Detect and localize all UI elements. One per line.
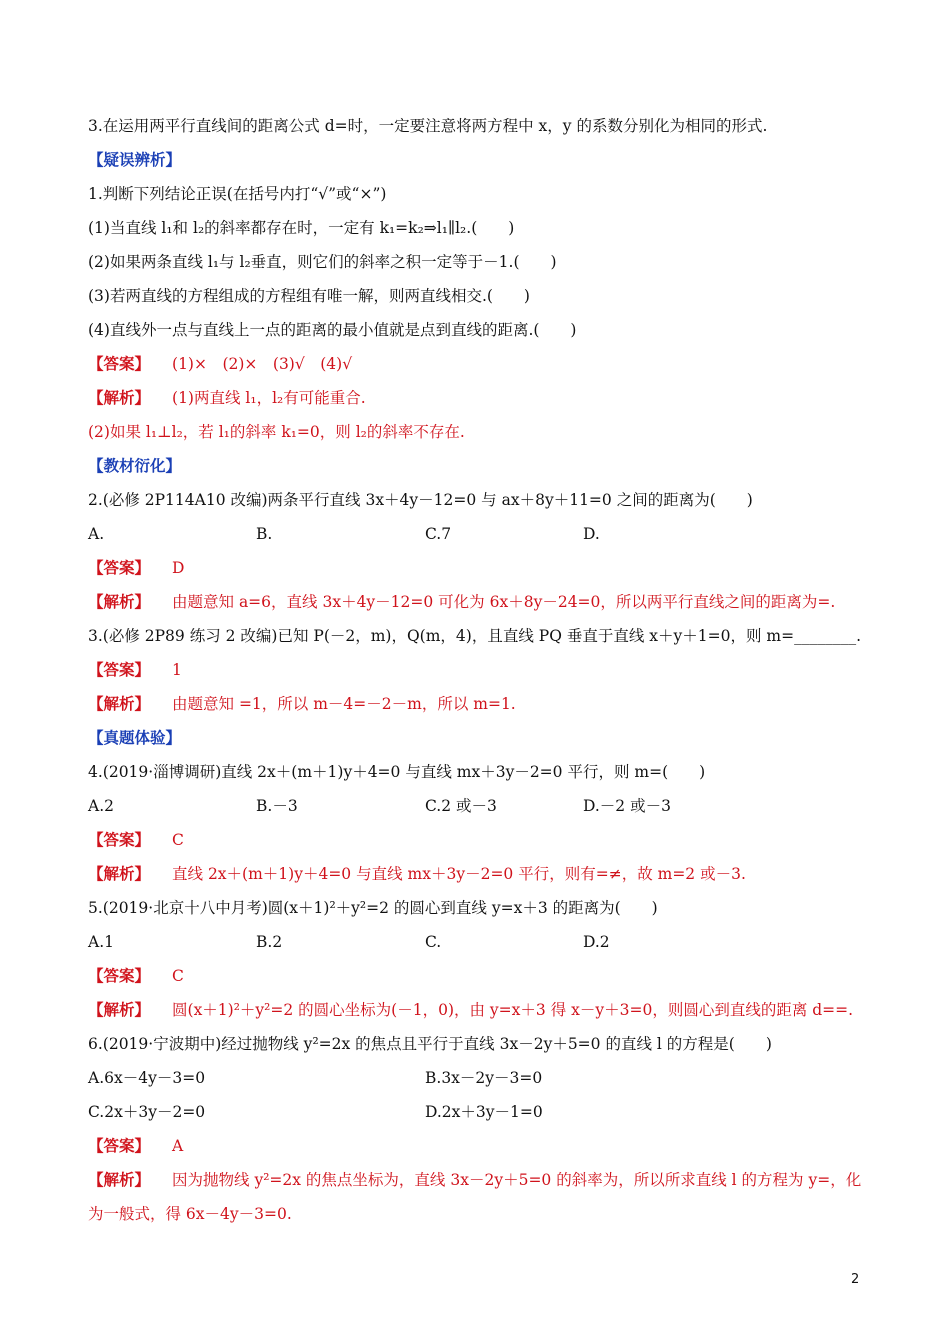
answer-label: 【答案】	[88, 966, 151, 985]
q6-exp-text-2: 为一般式，得 6x－4y－3=0.	[88, 1205, 292, 1223]
q3-exp-text: 由题意知 =1，所以 m－4=－2－m，所以 m=1.	[172, 695, 516, 713]
q1-exp-text-1: (1)两直线 l₁，l₂有可能重合.	[172, 389, 366, 407]
q2-option-a: A.	[88, 525, 105, 543]
q3-stem: 3.(必修 2P89 练习 2 改编)已知 P(－2，m)，Q(m，4)，且直线 PQ 垂直于直线 x＋y＋1=0，则 m=________.	[88, 627, 862, 645]
q1-answer-text: (1)× (2)× (3)√ (4)√	[172, 355, 353, 373]
explanation-label: 【解析】	[88, 1170, 151, 1189]
q2-exp-text: 由题意知 a=6，直线 3x＋4y－12=0 可化为 6x＋8y－24=0，所以两平行直线之间的距离为=.	[172, 593, 836, 611]
q4-explanation	[88, 863, 746, 885]
q4-option-b: B.－3	[256, 797, 298, 815]
q2-option-b: B.	[256, 525, 273, 543]
q5-explanation	[88, 999, 853, 1021]
q2-explanation	[88, 591, 835, 613]
q3-answer	[88, 659, 182, 681]
q5-option-a: A.1	[88, 933, 114, 951]
q4-option-d: D.－2 或－3	[583, 797, 671, 815]
q5-answer	[88, 965, 184, 987]
q5-option-b: B.2	[256, 933, 283, 951]
q4-answer-text: C	[172, 831, 184, 849]
q5-exp-text: 圆(x＋1)²＋y²=2 的圆心坐标为(－1，0)，由 y=x＋3 得 x－y＋3=0，则圆心到直线的距离 d==.	[172, 1001, 854, 1019]
q4-answer	[88, 829, 184, 851]
q5-answer-text: C	[172, 967, 184, 985]
q6-answer	[88, 1135, 183, 1157]
q2-stem: 2.(必修 2P114A10 改编)两条平行直线 3x＋4y－12=0 与 ax＋8y＋11=0 之间的距离为( )	[88, 491, 753, 509]
q4-option-a: A.2	[88, 797, 114, 815]
q1-explanation	[88, 387, 366, 409]
q5-option-d: D.2	[583, 933, 610, 951]
q3-explanation	[88, 693, 516, 715]
answer-label: 【答案】	[88, 354, 151, 373]
q6-stem: 6.(2019·宁波期中)经过抛物线 y²=2x 的焦点且平行于直线 3x－2y＋5=0 的直线 l 的方程是( )	[88, 1035, 772, 1053]
page-number: 2	[851, 1272, 860, 1287]
explanation-label: 【解析】	[88, 864, 151, 883]
q6-option-a: A.6x－4y－3=0	[88, 1069, 206, 1087]
q2-answer	[88, 557, 184, 579]
q5-option-c: C.	[425, 933, 442, 951]
q4-option-c: C.2 或－3	[425, 797, 497, 815]
q1-item-2: (2)如果两条直线 l₁与 l₂垂直，则它们的斜率之积一定等于－1.( )	[88, 253, 557, 271]
q4-stem: 4.(2019·淄博调研)直线 2x＋(m＋1)y＋4=0 与直线 mx＋3y－2=0 平行，则 m=( )	[88, 763, 706, 781]
q3-note: 3.在运用两平行直线间的距离公式 d=时，一定要注意将两方程中 x，y 的系数分别化为相同的形式.	[88, 117, 768, 135]
q6-explanation	[88, 1169, 861, 1191]
q1-item-1: (1)当直线 l₁和 l₂的斜率都存在时，一定有 k₁=k₂⇒l₁∥l₂.( )	[88, 219, 515, 237]
answer-label: 【答案】	[88, 1136, 151, 1155]
q6-option-c: C.2x＋3y－2=0	[88, 1103, 206, 1121]
explanation-label: 【解析】	[88, 1000, 151, 1019]
section-heading-errors: 【疑误辨析】	[88, 150, 182, 169]
q2-option-c: C.7	[425, 525, 452, 543]
section-heading-textbook: 【教材衍化】	[88, 456, 182, 475]
q4-exp-text: 直线 2x＋(m＋1)y＋4=0 与直线 mx＋3y－2=0 平行，则有=≠，故 m=2 或－3.	[172, 865, 746, 883]
answer-label: 【答案】	[88, 558, 151, 577]
explanation-label: 【解析】	[88, 694, 151, 713]
q3-answer-text: 1	[172, 661, 182, 679]
q6-option-b: B.3x－2y－3=0	[425, 1069, 543, 1087]
q1-exp-text-2: (2)如果 l₁⊥l₂，若 l₁的斜率 k₁=0，则 l₂的斜率不存在.	[88, 423, 465, 441]
answer-label: 【答案】	[88, 830, 151, 849]
q6-answer-text: A	[172, 1137, 184, 1155]
q1-item-3: (3)若两直线的方程组成的方程组有唯一解，则两直线相交.( )	[88, 287, 530, 305]
q6-option-d: D.2x＋3y－1=0	[425, 1103, 543, 1121]
q5-stem: 5.(2019·北京十八中月考)圆(x＋1)²＋y²=2 的圆心到直线 y=x＋3 的距离为( )	[88, 899, 658, 917]
explanation-label: 【解析】	[88, 388, 151, 407]
q6-exp-text-1: 因为抛物线 y²=2x 的焦点坐标为，直线 3x－2y＋5=0 的斜率为，所以所求直线 l 的方程为 y=，化	[172, 1171, 862, 1189]
q1-answer	[88, 353, 352, 375]
explanation-label: 【解析】	[88, 592, 151, 611]
section-heading-real-exam: 【真题体验】	[88, 728, 182, 747]
q1-stem: 1.判断下列结论正误(在括号内打“√”或“×”)	[88, 185, 387, 203]
q2-answer-text: D	[172, 559, 185, 577]
q2-option-d: D.	[583, 525, 600, 543]
answer-label: 【答案】	[88, 660, 151, 679]
q1-item-4: (4)直线外一点与直线上一点的距离的最小值就是点到直线的距离.( )	[88, 321, 577, 339]
